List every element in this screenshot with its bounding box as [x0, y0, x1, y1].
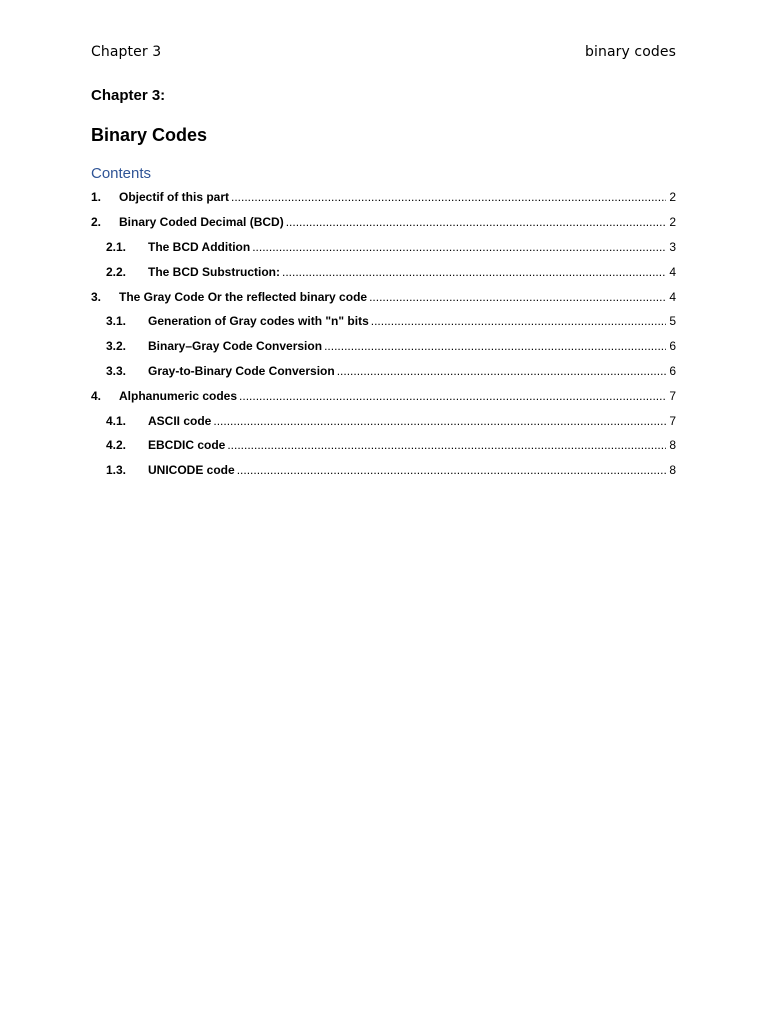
toc-entry-title: Gray-to-Binary Code Conversion — [148, 363, 335, 378]
toc-entry-page: 2 — [669, 190, 676, 205]
toc-entry-page: 4 — [669, 289, 676, 304]
toc-entry-number: 3.1. — [106, 314, 127, 329]
toc-entry[interactable] — [91, 235, 676, 260]
toc-dot-leader — [231, 190, 666, 204]
toc-entry-number: 1.3. — [106, 463, 127, 478]
toc-entry[interactable] — [91, 185, 676, 210]
toc-entry[interactable] — [91, 458, 676, 483]
toc-entry[interactable] — [91, 408, 676, 433]
toc-dot-leader — [252, 240, 666, 254]
toc-entry-title: Alphanumeric codes — [119, 388, 238, 403]
running-header — [91, 42, 676, 62]
toc-heading: Contents — [91, 165, 152, 182]
toc-entry-title: Binary–Gray Code Conversion — [148, 339, 323, 354]
toc-entry[interactable] — [91, 334, 676, 359]
toc-entry-title: The BCD Addition — [148, 239, 251, 254]
toc-entry[interactable] — [91, 383, 676, 408]
toc-dot-leader — [237, 463, 666, 477]
toc-entry-number: 3. — [91, 289, 102, 304]
toc-entry-number: 2.1. — [106, 239, 127, 254]
table-of-contents — [91, 185, 676, 483]
chapter-label: Chapter 3: — [91, 87, 166, 104]
toc-dot-leader — [282, 265, 666, 279]
toc-entry-number: 4.2. — [106, 438, 127, 453]
toc-dot-leader — [286, 215, 666, 229]
toc-entry-number: 2. — [91, 215, 102, 230]
toc-entry-number: 3.2. — [106, 339, 127, 354]
toc-entry[interactable] — [91, 433, 676, 458]
toc-dot-leader — [324, 339, 666, 353]
toc-dot-leader — [337, 364, 666, 378]
toc-entry-page: 7 — [669, 388, 676, 403]
toc-entry-page: 6 — [669, 363, 676, 378]
toc-entry-page: 8 — [669, 463, 676, 478]
toc-entry-title: ASCII code — [148, 413, 212, 428]
toc-entry-title: EBCDIC code — [148, 438, 226, 453]
toc-entry-number: 4. — [91, 388, 102, 403]
toc-entry[interactable] — [91, 259, 676, 284]
toc-entry-title: The BCD Substruction: — [148, 264, 280, 279]
toc-entry[interactable] — [91, 359, 676, 384]
toc-entry-page: 8 — [669, 438, 676, 453]
toc-entry[interactable] — [91, 309, 676, 334]
toc-entry-page: 4 — [669, 264, 676, 279]
toc-entry-title: UNICODE code — [148, 463, 235, 478]
header-topic: binary codes — [585, 44, 676, 60]
toc-entry-title: Binary Coded Decimal (BCD) — [119, 215, 284, 230]
toc-entry-number: 1. — [91, 190, 102, 205]
toc-entry-title: The Gray Code Or the reflected binary code — [119, 289, 368, 304]
toc-entry-number: 4.1. — [106, 413, 127, 428]
header-chapter: Chapter 3 — [91, 44, 162, 60]
toc-entry[interactable] — [91, 284, 676, 309]
toc-entry-title: Objectif of this part — [119, 190, 230, 205]
toc-entry-page: 2 — [669, 215, 676, 230]
toc-dot-leader — [369, 290, 666, 304]
toc-dot-leader — [213, 414, 666, 428]
toc-entry-number: 2.2. — [106, 264, 127, 279]
page-title: Binary Codes — [91, 125, 208, 145]
toc-entry[interactable] — [91, 210, 676, 235]
toc-entry-page: 3 — [669, 239, 676, 254]
toc-entry-page: 7 — [669, 413, 676, 428]
toc-entry-number: 3.3. — [106, 363, 127, 378]
toc-dot-leader — [227, 438, 666, 452]
toc-entry-page: 5 — [669, 314, 676, 329]
toc-entry-title: Generation of Gray codes with "n" bits — [148, 314, 369, 329]
toc-dot-leader — [239, 389, 666, 403]
toc-dot-leader — [371, 314, 666, 328]
toc-entry-page: 6 — [669, 339, 676, 354]
